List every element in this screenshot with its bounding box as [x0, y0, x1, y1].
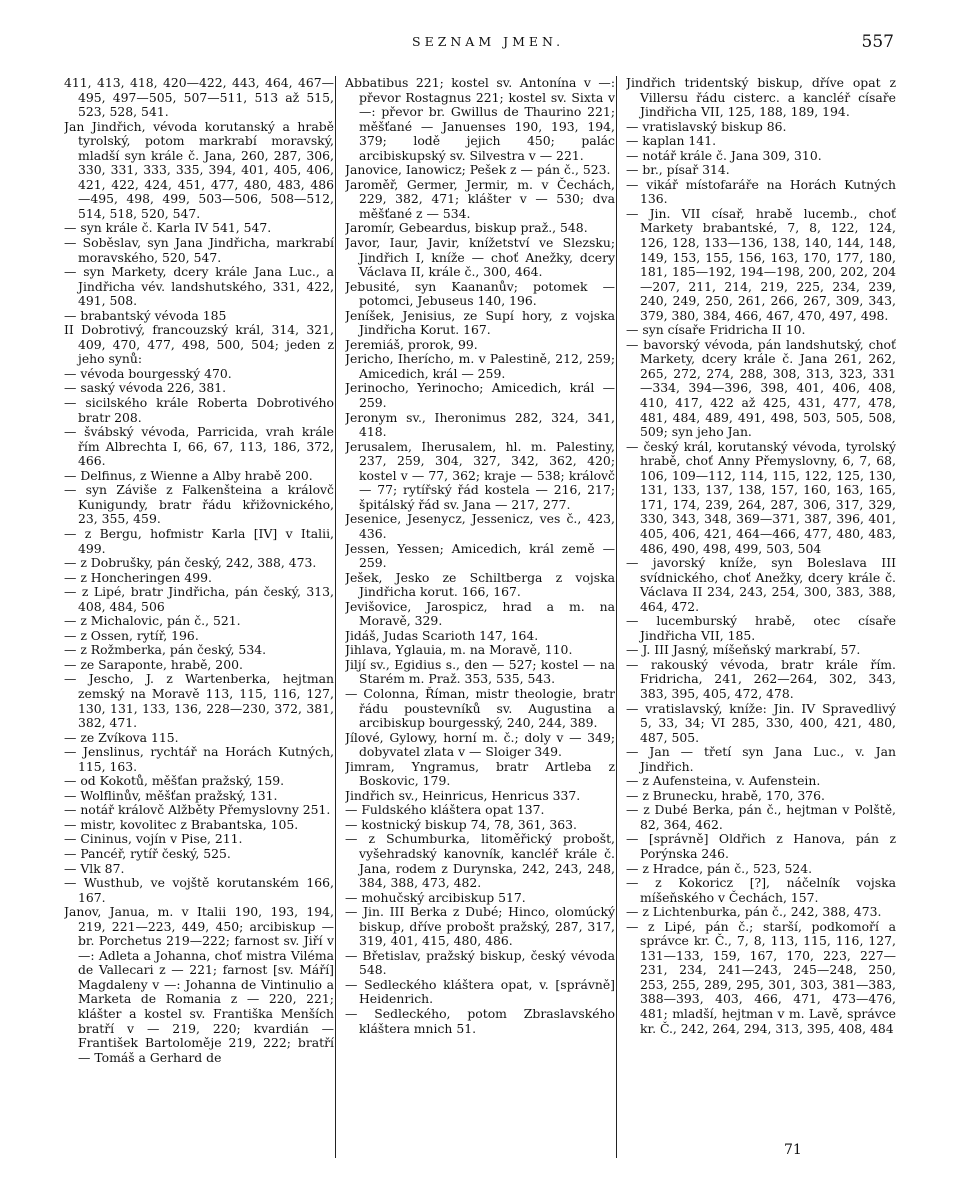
- index-entry: Jebusité, syn Kaananův; potomek — potomci, Jebuseus 140, 196.: [345, 278, 615, 309]
- index-entry: — lucemburský hrabě, otec císaře Jindřicha VII, 185.: [626, 613, 896, 643]
- index-entry: Jílové, Gylowy, horní m. č.; doly v — 349; dobyvatel zlata v — Sloiger 349.: [345, 729, 615, 760]
- index-entry: — notář krále č. Jana 309, 310.: [626, 147, 822, 163]
- index-entry: — Colonna, Říman, mistr theologie, bratr řádu poustevníků sv. Augustina a arcibiskup bourgesský, 240, 244, 389.: [345, 685, 615, 731]
- index-entry: — z Michalovic, pán č., 521.: [64, 613, 241, 629]
- index-entry: II Dobrotivý, francouzský král, 314, 321, 409, 470, 477, 498, 500, 504; jeden z jeho synů:: [64, 322, 334, 367]
- index-entry: — z Aufensteina, v. Aufenstein.: [626, 773, 821, 789]
- index-column-1: [64, 76, 334, 1166]
- index-entry: — kaplan 141.: [626, 133, 717, 149]
- running-title: SEZNAM JMEN.: [412, 34, 565, 49]
- index-entry: — z Kokoricz [?], náčelník vojska míšeňského v Čechách, 157.: [626, 875, 896, 905]
- index-entry: Jeremiáš, prorok, 99.: [345, 336, 478, 352]
- index-entry: — Břetislav, pražský biskup, český vévoda 548.: [345, 947, 615, 978]
- index-entry: — [správně] Oldřich z Hanova, pán z Porýnska 246.: [626, 831, 896, 861]
- index-entry: — notář královč Alžběty Přemyslovny 251.: [64, 802, 331, 818]
- index-entry: — z Rožmberka, pán český, 534.: [64, 642, 267, 658]
- index-entry: — rakouský vévoda, bratr krále řím. Fridricha, 241, 262—264, 302, 343, 383, 395, 405, 472, 478.: [626, 656, 896, 701]
- index-entry: Jimram, Yngramus, bratr Artleba z Boskovic, 179.: [345, 758, 615, 789]
- index-entry: — sicilského krále Roberta Dobrotivého bratr 208.: [64, 395, 334, 425]
- index-entry: — z Dobrušky, pán český, 242, 388, 473.: [64, 555, 317, 571]
- index-entry: — z Ossen, rytíř, 196.: [64, 627, 199, 643]
- index-entry: — J. III Jasný, míšeňský markrabí, 57.: [626, 642, 861, 658]
- index-entry: Janov, Janua, m. v Italii 190, 193, 194, 219, 221—223, 449, 450; arcibiskup — br. Porchetus 219—222; farnost sv. Jiří v —: Adleta a Johanna, choť mistra Viléma de Vallecari z — 221; farnost [sv. Máří] Magdaleny v —: Johanna de Vintinulio a Marketa de Romania z — 220, 221; klášter a kostel sv. Františka Menších bratří v — 219, 220; kvardián — František Bartoloměje 219, 222; bratří — Tomáš a Gerhard de: [64, 904, 334, 1065]
- index-entry: — saský vévoda 226, 381.: [64, 380, 227, 396]
- index-column-3: [626, 76, 896, 1166]
- index-entry: Jindřich sv., Heinricus, Henricus 337.: [345, 787, 581, 803]
- index-entry: — bavorský vévoda, pán landshutský, choť Markety, dcery krále č. Jana 261, 262, 265, 272, 274, 288, 308, 313, 323, 331—334, 394—396, 398, 401, 406, 408, 410, 417, 422 až 425, 431, 477, 478, 481, 484, 489, 491, 498, 503, 505, 508, 509; syn jeho Jan.: [626, 336, 896, 440]
- index-entry: — syn císaře Fridricha II 10.: [626, 322, 806, 338]
- index-entry: — syn Markety, dcery krále Jana Luc., a Jindřicha vév. landshutského, 331, 422, 491, 508.: [64, 264, 334, 309]
- index-entry: Ješek, Jesko ze Schiltberga z vojska Jindřicha korut. 166, 167.: [345, 569, 615, 600]
- index-entry: — z Brunecku, hrabě, 170, 376.: [626, 787, 825, 803]
- index-entry: — Jan — třetí syn Jana Luc., v. Jan Jindřich.: [626, 744, 896, 774]
- index-entry: — český král, korutanský vévoda, tyrolský hrabě, choť Anny Přemyslovny, 6, 7, 68, 106, 109—112, 114, 115, 122, 125, 130, 131, 133, 137, 138, 157, 160, 163, 165, 171, 174, 239, 264, 287, 306, 317, 329, 330, 343, 348, 369—371, 387, 396, 401, 405, 406, 421, 464—466, 477, 480, 483, 486, 490, 498, 499, 503, 504: [626, 438, 896, 556]
- index-entry: Jessen, Yessen; Amicedich, král země — 259.: [345, 540, 615, 571]
- index-entry: — z Schumburka, litoměřický probošt, vyšehradský kanovník, kancléř krále č. Jana, rodem z Durynska, 242, 243, 248, 384, 388, 473, 482.: [345, 831, 615, 891]
- index-entry: — Vlk 87.: [64, 860, 125, 876]
- index-entry: Jaromír, Gebeardus, biskup praž., 548.: [345, 220, 588, 236]
- index-entry: Jeníšek, Jenisius, ze Supí hory, z vojska Jindřicha Korut. 167.: [345, 307, 615, 338]
- index-entry: Janovice, Ianowicz; Pešek z — pán č., 523.: [345, 162, 611, 178]
- index-entry: — syn Záviše z Falkenšteina a královč Kunigundy, bratr řádu křižovnického, 23, 355, 459.: [64, 482, 334, 527]
- page-number: 557: [861, 32, 894, 52]
- index-entry: Jericho, Iherícho, m. v Palestině, 212, 259; Amicedich, král — 259.: [345, 351, 615, 381]
- index-entry: — z Hradce, pán č., 523, 524.: [626, 860, 813, 876]
- index-entry: Jan Jindřich, vévoda korutanský a hrabě tyrolský, potom markrabí moravský, mladší syn krále č. Jana, 260, 287, 306, 330, 331, 333, 335, 394, 401, 405, 406, 421, 422, 424, 451, 477, 480, 483, 486—495, 498, 499, 503—506, 508—512, 514, 518, 520, 547.: [64, 118, 334, 221]
- index-entry: — Jin. VII císař, hrabě lucemb., choť Markety brabantské, 7, 8, 122, 124, 126, 128, 133—136, 138, 140, 144, 148, 149, 153, 155, 156, 163, 170, 177, 180, 181, 185—192, 194—198, 200, 202, 204—207, 211, 214, 219, 225, 234, 239, 240, 249, 250, 261, 266, 267, 309, 343, 379, 380, 384, 466, 467, 470, 497, 498.: [626, 205, 896, 323]
- index-entry: Jevišovice, Jarospicz, hrad a m. na Moravě, 329.: [345, 598, 615, 629]
- column-divider: [616, 76, 617, 1158]
- index-entry: — Jenslinus, rychtář na Horách Kutných, 115, 163.: [64, 744, 334, 774]
- index-entry: — javorský kníže, syn Boleslava III svídnického, choť Anežky, dcery krále č. Václava II 234, 243, 254, 300, 383, 388, 464, 472.: [626, 555, 896, 614]
- index-entry: Jeronym sv., Iheronimus 282, 324, 341, 418.: [345, 409, 615, 440]
- index-entry: Jindřich tridentský biskup, dříve opat z Villersu řádu cisterc. a kancléř císaře Jindřicha VII, 125, 188, 189, 194.: [626, 76, 896, 120]
- index-entry: — vévoda bourgesský 470.: [64, 365, 232, 381]
- index-entry: — vikář místofaráře na Horách Kutných 136.: [626, 176, 896, 207]
- index-entry: — vratislavský, kníže: Jin. IV Spravedlivý 5, 33, 34; VI 285, 330, 400, 421, 480, 487, 505.: [626, 700, 896, 745]
- index-entry: — švábský vévoda, Parricida, vrah krále řím Albrechta I, 66, 67, 113, 186, 372, 466.: [64, 424, 334, 469]
- index-entry: — Jescho, J. z Wartenberka, hejtman zemský na Moravě 113, 115, 116, 127, 130, 131, 133, 136, 228—230, 372, 381, 382, 471.: [64, 671, 334, 731]
- index-entry: — mohučský arcibiskup 517.: [345, 889, 526, 905]
- index-entry: — brabantský vévoda 185: [64, 307, 227, 323]
- column-divider: [335, 76, 336, 1158]
- index-entry: — z Bergu, hofmistr Karla [IV] v Italii, 499.: [64, 525, 334, 556]
- index-entry: Jesenice, Jesenycz, Jessenicz, ves č., 423, 436.: [345, 511, 615, 541]
- index-entry: — Soběslav, syn Jana Jindřicha, markrabí moravského, 520, 547.: [64, 235, 334, 265]
- index-entry: — syn krále č. Karla IV 541, 547.: [64, 220, 272, 236]
- index-entry: 411, 413, 418, 420—422, 443, 464, 467—495, 497—505, 507—511, 513 až 515, 523, 528, 541.: [64, 76, 334, 120]
- index-column-2: [345, 76, 615, 1166]
- index-entry: Jidáš, Judas Scarioth 147, 164.: [345, 627, 539, 643]
- index-entry: — z Lipé, bratr Jindřicha, pán český, 313, 408, 484, 506: [64, 584, 334, 614]
- index-entry: — Pancéř, rytíř český, 525.: [64, 845, 231, 861]
- index-entry: — Sedleckého, potom Zbraslavského kláštera mnich 51.: [345, 1006, 615, 1036]
- index-entry: Jihlava, Yglauia, m. na Moravě, 110.: [345, 642, 573, 658]
- index-entry: Abbatibus 221; kostel sv. Antonína v —: převor Rostagnus 221; kostel sv. Sixta v —: převor br. Gwillus de Thaurino 221; měšťané — Januenses 190, 193, 194, 379; lodě jejich 450; palác arcibiskupský sv. Silvestra v — 221.: [345, 76, 615, 163]
- index-entry: Jiljí sv., Egidius s., den — 527; kostel — na Starém m. Praž. 353, 535, 543.: [345, 656, 615, 687]
- signature-mark: 71: [784, 1142, 802, 1158]
- index-entry: — Wolflinův, měšťan pražský, 131.: [64, 787, 278, 803]
- index-entry: — z Dubé Berka, pán č., hejtman v Polště, 82, 364, 462.: [626, 802, 896, 832]
- index-entry: — Fuldského kláštera opat 137.: [345, 802, 545, 818]
- index-entry: — kostnický biskup 74, 78, 361, 363.: [345, 816, 577, 832]
- index-entry: — ze Saraponte, hrabě, 200.: [64, 656, 243, 672]
- index-entry: — br., písař 314.: [626, 162, 730, 178]
- running-header: [0, 34, 960, 54]
- index-entry: Jerinocho, Yerinocho; Amicedich, král — 259.: [345, 380, 615, 411]
- index-entry: — Delfinus, z Wienne a Alby hrabě 200.: [64, 467, 313, 483]
- index-entry: — Wusthub, ve vojště korutanském 166, 167.: [64, 875, 334, 905]
- index-entry: — z Lichtenburka, pán č., 242, 388, 473.: [626, 904, 882, 920]
- index-entry: Javor, Iaur, Javir, knížetství ve Slezsku; Jindřich I, kníže — choť Anežky, dcery Václava II, krále č., 300, 464.: [345, 235, 615, 280]
- index-entry: — Sedleckého kláštera opat, v. [správně] Heidenrich.: [345, 976, 615, 1007]
- index-entry: — ze Zvíkova 115.: [64, 729, 179, 745]
- index-entry: — mistr, kovolitec z Brabantska, 105.: [64, 816, 299, 832]
- index-entry: — z Lipé, pán č.; starší, podkomoří a správce kr. Č., 7, 8, 113, 115, 116, 127, 131—133, 159, 167, 170, 223, 227—231, 234, 241—243, 245—248, 250, 253, 255, 289, 295, 301, 303, 381—383, 388—393, 403, 466, 471, 473—476, 481; mladší, hejtman v m. Lavě, správce kr. Č., 242, 264, 294, 313, 395, 408, 484: [626, 918, 896, 1036]
- index-entry: — vratislavský biskup 86.: [626, 118, 787, 134]
- index-entry: Jaroměř, Germer, Jermir, m. v Čechách, 229, 382, 471; klášter v — 530; dva měšťané z — 534.: [345, 176, 615, 221]
- index-entry: Jerusalem, Iherusalem, hl. m. Palestiny, 237, 259, 304, 327, 342, 362, 420; kostel v — 77, 362; kraje — 538; královč — 77; rytířský řád kostela — 216, 217; špitálský řád sv. Jana — 217, 277.: [345, 438, 615, 512]
- index-entry: — Cininus, vojín v Pise, 211.: [64, 831, 243, 847]
- index-entry: — od Kokotů, měšťan pražský, 159.: [64, 773, 285, 789]
- index-entry: — z Honcheringen 499.: [64, 569, 212, 585]
- index-entry: — Jin. III Berka z Dubé; Hinco, olomúcký biskup, dříve probošt pražský, 287, 317, 319, 401, 415, 480, 486.: [345, 904, 615, 949]
